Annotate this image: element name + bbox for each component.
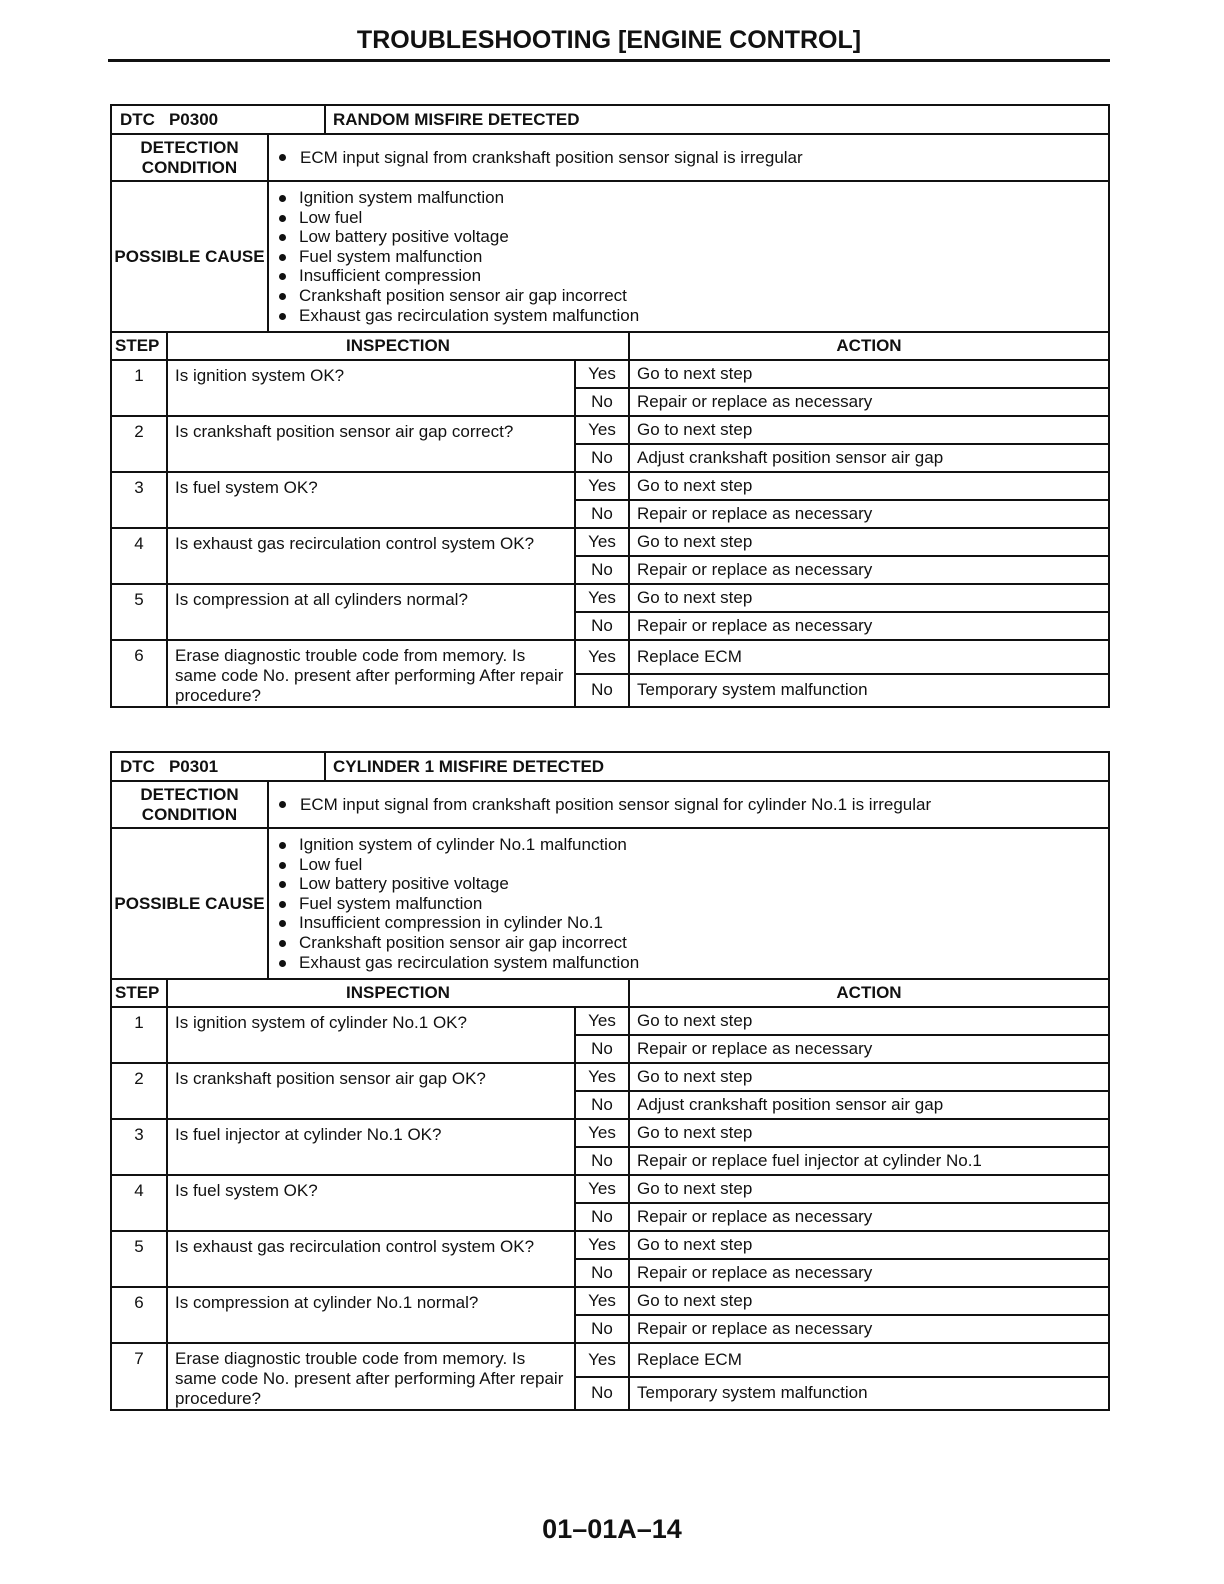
- cause-text: Crankshaft position sensor air gap incorrect: [299, 932, 627, 952]
- step-row: [111, 1231, 1109, 1259]
- dtc-code-cell: [111, 752, 325, 781]
- cause-text: Crankshaft position sensor air gap incorrect: [299, 285, 627, 305]
- yes-action: Replace ECM: [629, 640, 1109, 674]
- cause-text: Fuel system malfunction: [299, 246, 483, 266]
- inspection-steps-table: [110, 978, 1110, 1411]
- cause-text: Low battery positive voltage: [299, 227, 509, 247]
- cause-text: Low fuel: [299, 854, 363, 874]
- dtc-block-p0300: [110, 104, 1108, 708]
- cause-item: [277, 855, 1108, 875]
- inspection-question: Erase diagnostic trouble code from memory. Is same code No. present after performing After repair procedure?: [167, 1343, 575, 1410]
- no-action: Temporary system malfunction: [629, 1377, 1109, 1411]
- bullet-icon: [279, 254, 286, 261]
- action-header: ACTION: [629, 979, 1109, 1007]
- step-number: 3: [111, 472, 167, 528]
- no-label: No: [575, 556, 629, 584]
- cause-text: Low fuel: [299, 207, 363, 227]
- no-action: Repair or replace as necessary: [629, 1035, 1109, 1063]
- step-row: [111, 528, 1109, 556]
- yes-action: Go to next step: [629, 1063, 1109, 1091]
- cause-text: Exhaust gas recirculation system malfunction: [299, 952, 640, 972]
- cause-text: Ignition system malfunction: [299, 188, 505, 207]
- inspection-question: Is compression at all cylinders normal?: [167, 584, 575, 640]
- step-number: 2: [111, 1063, 167, 1119]
- page-title: TROUBLESHOOTING [ENGINE CONTROL]: [356, 26, 862, 54]
- inspection-question: Erase diagnostic trouble code from memory. Is same code No. present after performing After repair procedure?: [167, 640, 575, 707]
- yes-action: Go to next step: [629, 584, 1109, 612]
- no-label: No: [575, 1315, 629, 1343]
- no-action: Temporary system malfunction: [629, 674, 1109, 708]
- yes-label: Yes: [575, 528, 629, 556]
- cause-text: Low battery positive voltage: [299, 874, 509, 894]
- bullet-icon: [279, 154, 286, 161]
- cause-item: [277, 835, 1108, 855]
- header-rule: [108, 59, 1110, 62]
- bullet-icon: [279, 234, 286, 241]
- step-row: [111, 472, 1109, 500]
- inspection-question: Is fuel system OK?: [167, 472, 575, 528]
- bullet-icon: [279, 940, 286, 947]
- bullet-icon: [279, 313, 286, 320]
- inspection-steps-table: [110, 331, 1110, 708]
- no-label: No: [575, 500, 629, 528]
- step-number: 1: [111, 360, 167, 416]
- cause-item: [277, 286, 1108, 306]
- cause-item: [277, 894, 1108, 914]
- step-number: 6: [111, 1287, 167, 1343]
- bullet-icon: [279, 215, 286, 222]
- bullet-icon: [279, 881, 286, 888]
- cause-item: [277, 953, 1108, 973]
- inspection-question: Is exhaust gas recirculation control system OK?: [167, 1231, 575, 1287]
- step-number: 4: [111, 528, 167, 584]
- cause-text: Ignition system of cylinder No.1 malfunction: [299, 835, 627, 854]
- cause-text: Insufficient compression: [299, 266, 482, 286]
- no-action: Repair or replace as necessary: [629, 500, 1109, 528]
- no-label: No: [575, 1203, 629, 1231]
- yes-label: Yes: [575, 1287, 629, 1315]
- step-number: 5: [111, 584, 167, 640]
- no-label: No: [575, 1091, 629, 1119]
- possible-cause-list: [268, 828, 1109, 979]
- no-label: No: [575, 444, 629, 472]
- dtc-code-cell: [111, 105, 325, 134]
- inspection-question: Is fuel injector at cylinder No.1 OK?: [167, 1119, 575, 1175]
- dtc-block-p0301: [110, 751, 1108, 1411]
- cause-text: Insufficient compression in cylinder No.1: [299, 913, 603, 933]
- cause-text: Fuel system malfunction: [299, 893, 483, 913]
- dtc-info-table: [110, 751, 1110, 980]
- yes-label: Yes: [575, 1175, 629, 1203]
- step-row: [111, 416, 1109, 444]
- no-label: No: [575, 1147, 629, 1175]
- yes-action: Go to next step: [629, 360, 1109, 388]
- no-action: Repair or replace as necessary: [629, 556, 1109, 584]
- no-label: No: [575, 1035, 629, 1063]
- yes-label: Yes: [575, 1007, 629, 1035]
- bullet-icon: [279, 862, 286, 869]
- bullet-icon: [279, 195, 286, 202]
- yes-label: Yes: [575, 472, 629, 500]
- action-header: ACTION: [629, 332, 1109, 360]
- yes-action: Go to next step: [629, 528, 1109, 556]
- cause-item: [277, 208, 1108, 228]
- step-number: 4: [111, 1175, 167, 1231]
- step-number: 7: [111, 1343, 167, 1410]
- page-number: 01–01A–14: [542, 1514, 682, 1544]
- possible-cause-label: POSSIBLE CAUSE: [111, 828, 268, 979]
- bullet-icon: [279, 920, 286, 927]
- step-row: [111, 640, 1109, 674]
- step-row: [111, 584, 1109, 612]
- step-row: [111, 1175, 1109, 1203]
- step-row: [111, 1007, 1109, 1035]
- cause-item: [277, 306, 1108, 326]
- step-row: [111, 1119, 1109, 1147]
- bullet-icon: [279, 801, 286, 808]
- dtc-code: P0301: [168, 756, 219, 776]
- bullet-icon: [279, 293, 286, 300]
- step-row: [111, 1063, 1109, 1091]
- step-header: STEP: [111, 332, 167, 360]
- yes-label: Yes: [575, 1343, 629, 1377]
- yes-label: Yes: [575, 416, 629, 444]
- no-label: No: [575, 612, 629, 640]
- dtc-code: P0300: [168, 109, 219, 129]
- cause-item: [277, 188, 1108, 208]
- inspection-question: Is exhaust gas recirculation control system OK?: [167, 528, 575, 584]
- inspection-question: Is ignition system of cylinder No.1 OK?: [167, 1007, 575, 1063]
- step-number: 3: [111, 1119, 167, 1175]
- bullet-icon: [279, 842, 286, 849]
- inspection-question: Is fuel system OK?: [167, 1175, 575, 1231]
- cause-item: [277, 227, 1108, 247]
- dtc-title: CYLINDER 1 MISFIRE DETECTED: [325, 752, 1109, 781]
- detection-condition: [268, 134, 1109, 181]
- inspection-question: Is compression at cylinder No.1 normal?: [167, 1287, 575, 1343]
- cause-item: [277, 913, 1108, 933]
- yes-action: Go to next step: [629, 1287, 1109, 1315]
- cause-text: Exhaust gas recirculation system malfunction: [299, 305, 640, 325]
- no-action: Repair or replace as necessary: [629, 388, 1109, 416]
- detection-condition-label: DETECTION CONDITION: [111, 134, 268, 181]
- no-label: No: [575, 674, 629, 708]
- no-action: Adjust crankshaft position sensor air gap: [629, 444, 1109, 472]
- cause-item: [277, 874, 1108, 894]
- yes-action: Replace ECM: [629, 1343, 1109, 1377]
- step-number: 6: [111, 640, 167, 707]
- possible-cause-label: POSSIBLE CAUSE: [111, 181, 268, 332]
- detection-condition-text: ECM input signal from crankshaft position sensor signal is irregular: [300, 147, 803, 167]
- yes-label: Yes: [575, 584, 629, 612]
- yes-action: Go to next step: [629, 416, 1109, 444]
- yes-label: Yes: [575, 640, 629, 674]
- dtc-title: RANDOM MISFIRE DETECTED: [325, 105, 1109, 134]
- dtc-label: DTC: [120, 109, 155, 129]
- no-action: Repair or replace as necessary: [629, 1259, 1109, 1287]
- no-action: Repair or replace as necessary: [629, 1203, 1109, 1231]
- yes-label: Yes: [575, 1231, 629, 1259]
- yes-action: Go to next step: [629, 1231, 1109, 1259]
- yes-action: Go to next step: [629, 1175, 1109, 1203]
- cause-item: [277, 247, 1108, 267]
- yes-action: Go to next step: [629, 1007, 1109, 1035]
- bullet-icon: [279, 960, 286, 967]
- cause-item: [277, 266, 1108, 286]
- detection-condition-label: DETECTION CONDITION: [111, 781, 268, 828]
- inspection-question: Is crankshaft position sensor air gap OK?: [167, 1063, 575, 1119]
- inspection-question: Is crankshaft position sensor air gap correct?: [167, 416, 575, 472]
- yes-label: Yes: [575, 1063, 629, 1091]
- no-action: Repair or replace as necessary: [629, 1315, 1109, 1343]
- bullet-icon: [279, 901, 286, 908]
- no-label: No: [575, 1259, 629, 1287]
- inspection-header: INSPECTION: [167, 979, 629, 1007]
- step-number: 2: [111, 416, 167, 472]
- no-label: No: [575, 1377, 629, 1411]
- no-label: No: [575, 388, 629, 416]
- detection-condition-text: ECM input signal from crankshaft position sensor signal for cylinder No.1 is irregular: [300, 794, 932, 814]
- step-row: [111, 360, 1109, 388]
- yes-label: Yes: [575, 360, 629, 388]
- inspection-question: Is ignition system OK?: [167, 360, 575, 416]
- step-row: [111, 1343, 1109, 1377]
- step-number: 5: [111, 1231, 167, 1287]
- step-header: STEP: [111, 979, 167, 1007]
- no-action: Adjust crankshaft position sensor air gap: [629, 1091, 1109, 1119]
- bullet-icon: [279, 273, 286, 280]
- no-action: Repair or replace fuel injector at cylinder No.1: [629, 1147, 1109, 1175]
- inspection-header: INSPECTION: [167, 332, 629, 360]
- no-action: Repair or replace as necessary: [629, 612, 1109, 640]
- yes-action: Go to next step: [629, 1119, 1109, 1147]
- dtc-label: DTC: [120, 756, 155, 776]
- yes-label: Yes: [575, 1119, 629, 1147]
- detection-condition: [268, 781, 1109, 828]
- step-row: [111, 1287, 1109, 1315]
- dtc-info-table: [110, 104, 1110, 333]
- step-number: 1: [111, 1007, 167, 1063]
- possible-cause-list: [268, 181, 1109, 332]
- yes-action: Go to next step: [629, 472, 1109, 500]
- cause-item: [277, 933, 1108, 953]
